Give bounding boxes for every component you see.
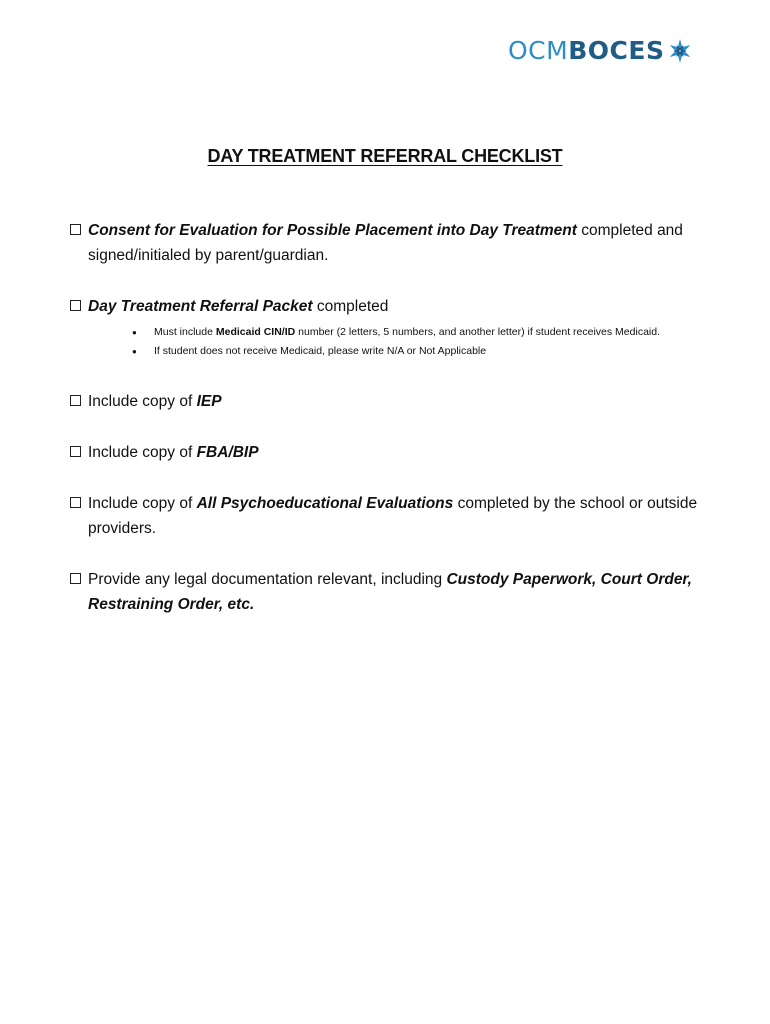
sub-item-text	[154, 323, 660, 342]
item-text	[88, 440, 259, 465]
item-emphasis: Consent for Evaluation for Possible Placement into Day Treatment	[88, 222, 577, 239]
page-title: DAY TREATMENT REFERRAL CHECKLIST	[207, 146, 563, 166]
sub-bold: Medicaid CIN/ID	[215, 326, 296, 338]
item-pre: Include copy of	[88, 444, 197, 461]
item-emphasis: FBA/BIP	[196, 444, 259, 461]
item-emphasis: Custody Paperwork, Court Order, Restraining Order, etc.	[88, 571, 692, 613]
item-rest: completed and signed/initialed by parent/guardian.	[88, 222, 683, 264]
logo-boces: BOCES	[568, 36, 665, 65]
sub-item-text: If student does not receive Medicaid, please write N/A or Not Applicable	[154, 345, 487, 357]
item-text	[88, 491, 730, 541]
checkbox[interactable]	[70, 497, 81, 508]
item-emphasis: IEP	[196, 393, 222, 410]
item-pre: Include copy of	[88, 495, 197, 512]
logo-ocm: OCM	[508, 36, 569, 65]
checklist-item-psychoeducational	[70, 491, 730, 541]
item-emphasis: Day Treatment Referral Packet	[88, 298, 313, 315]
item-rest: completed by the school or outside providers.	[88, 495, 698, 537]
checklist	[70, 218, 730, 617]
logo-text	[508, 36, 664, 66]
sub-post: number (2 letters, 5 numbers, and another letter) if student receives Medicaid.	[295, 326, 660, 338]
checkbox[interactable]	[70, 573, 81, 584]
ocmboces-logo	[508, 36, 693, 66]
sub-item-no-medicaid	[132, 342, 730, 361]
item-text	[88, 567, 730, 617]
item-pre: Include copy of	[88, 393, 197, 410]
item-text	[88, 389, 222, 414]
checkbox[interactable]	[70, 224, 81, 235]
item-rest: completed	[312, 298, 389, 315]
checkbox[interactable]	[70, 300, 81, 311]
bullet-icon: ●	[132, 328, 137, 337]
item-pre: Provide any legal documentation relevant, including	[88, 571, 447, 588]
item-text	[88, 218, 730, 268]
checkbox[interactable]	[70, 446, 81, 457]
checklist-item-legal	[70, 567, 730, 617]
item-emphasis: All Psychoeducational Evaluations	[196, 495, 454, 512]
bullet-icon: ●	[132, 347, 137, 356]
checklist-item-fba-bip	[70, 440, 730, 465]
snowflake-star-icon	[667, 38, 693, 64]
checklist-item-consent	[70, 218, 730, 268]
sub-pre: Must include	[154, 326, 216, 338]
item-text	[88, 294, 730, 361]
checkbox[interactable]	[70, 395, 81, 406]
sub-item-medicaid	[132, 323, 730, 342]
checklist-item-iep	[70, 389, 730, 414]
checklist-item-referral-packet	[70, 294, 730, 361]
sub-list	[88, 323, 730, 361]
